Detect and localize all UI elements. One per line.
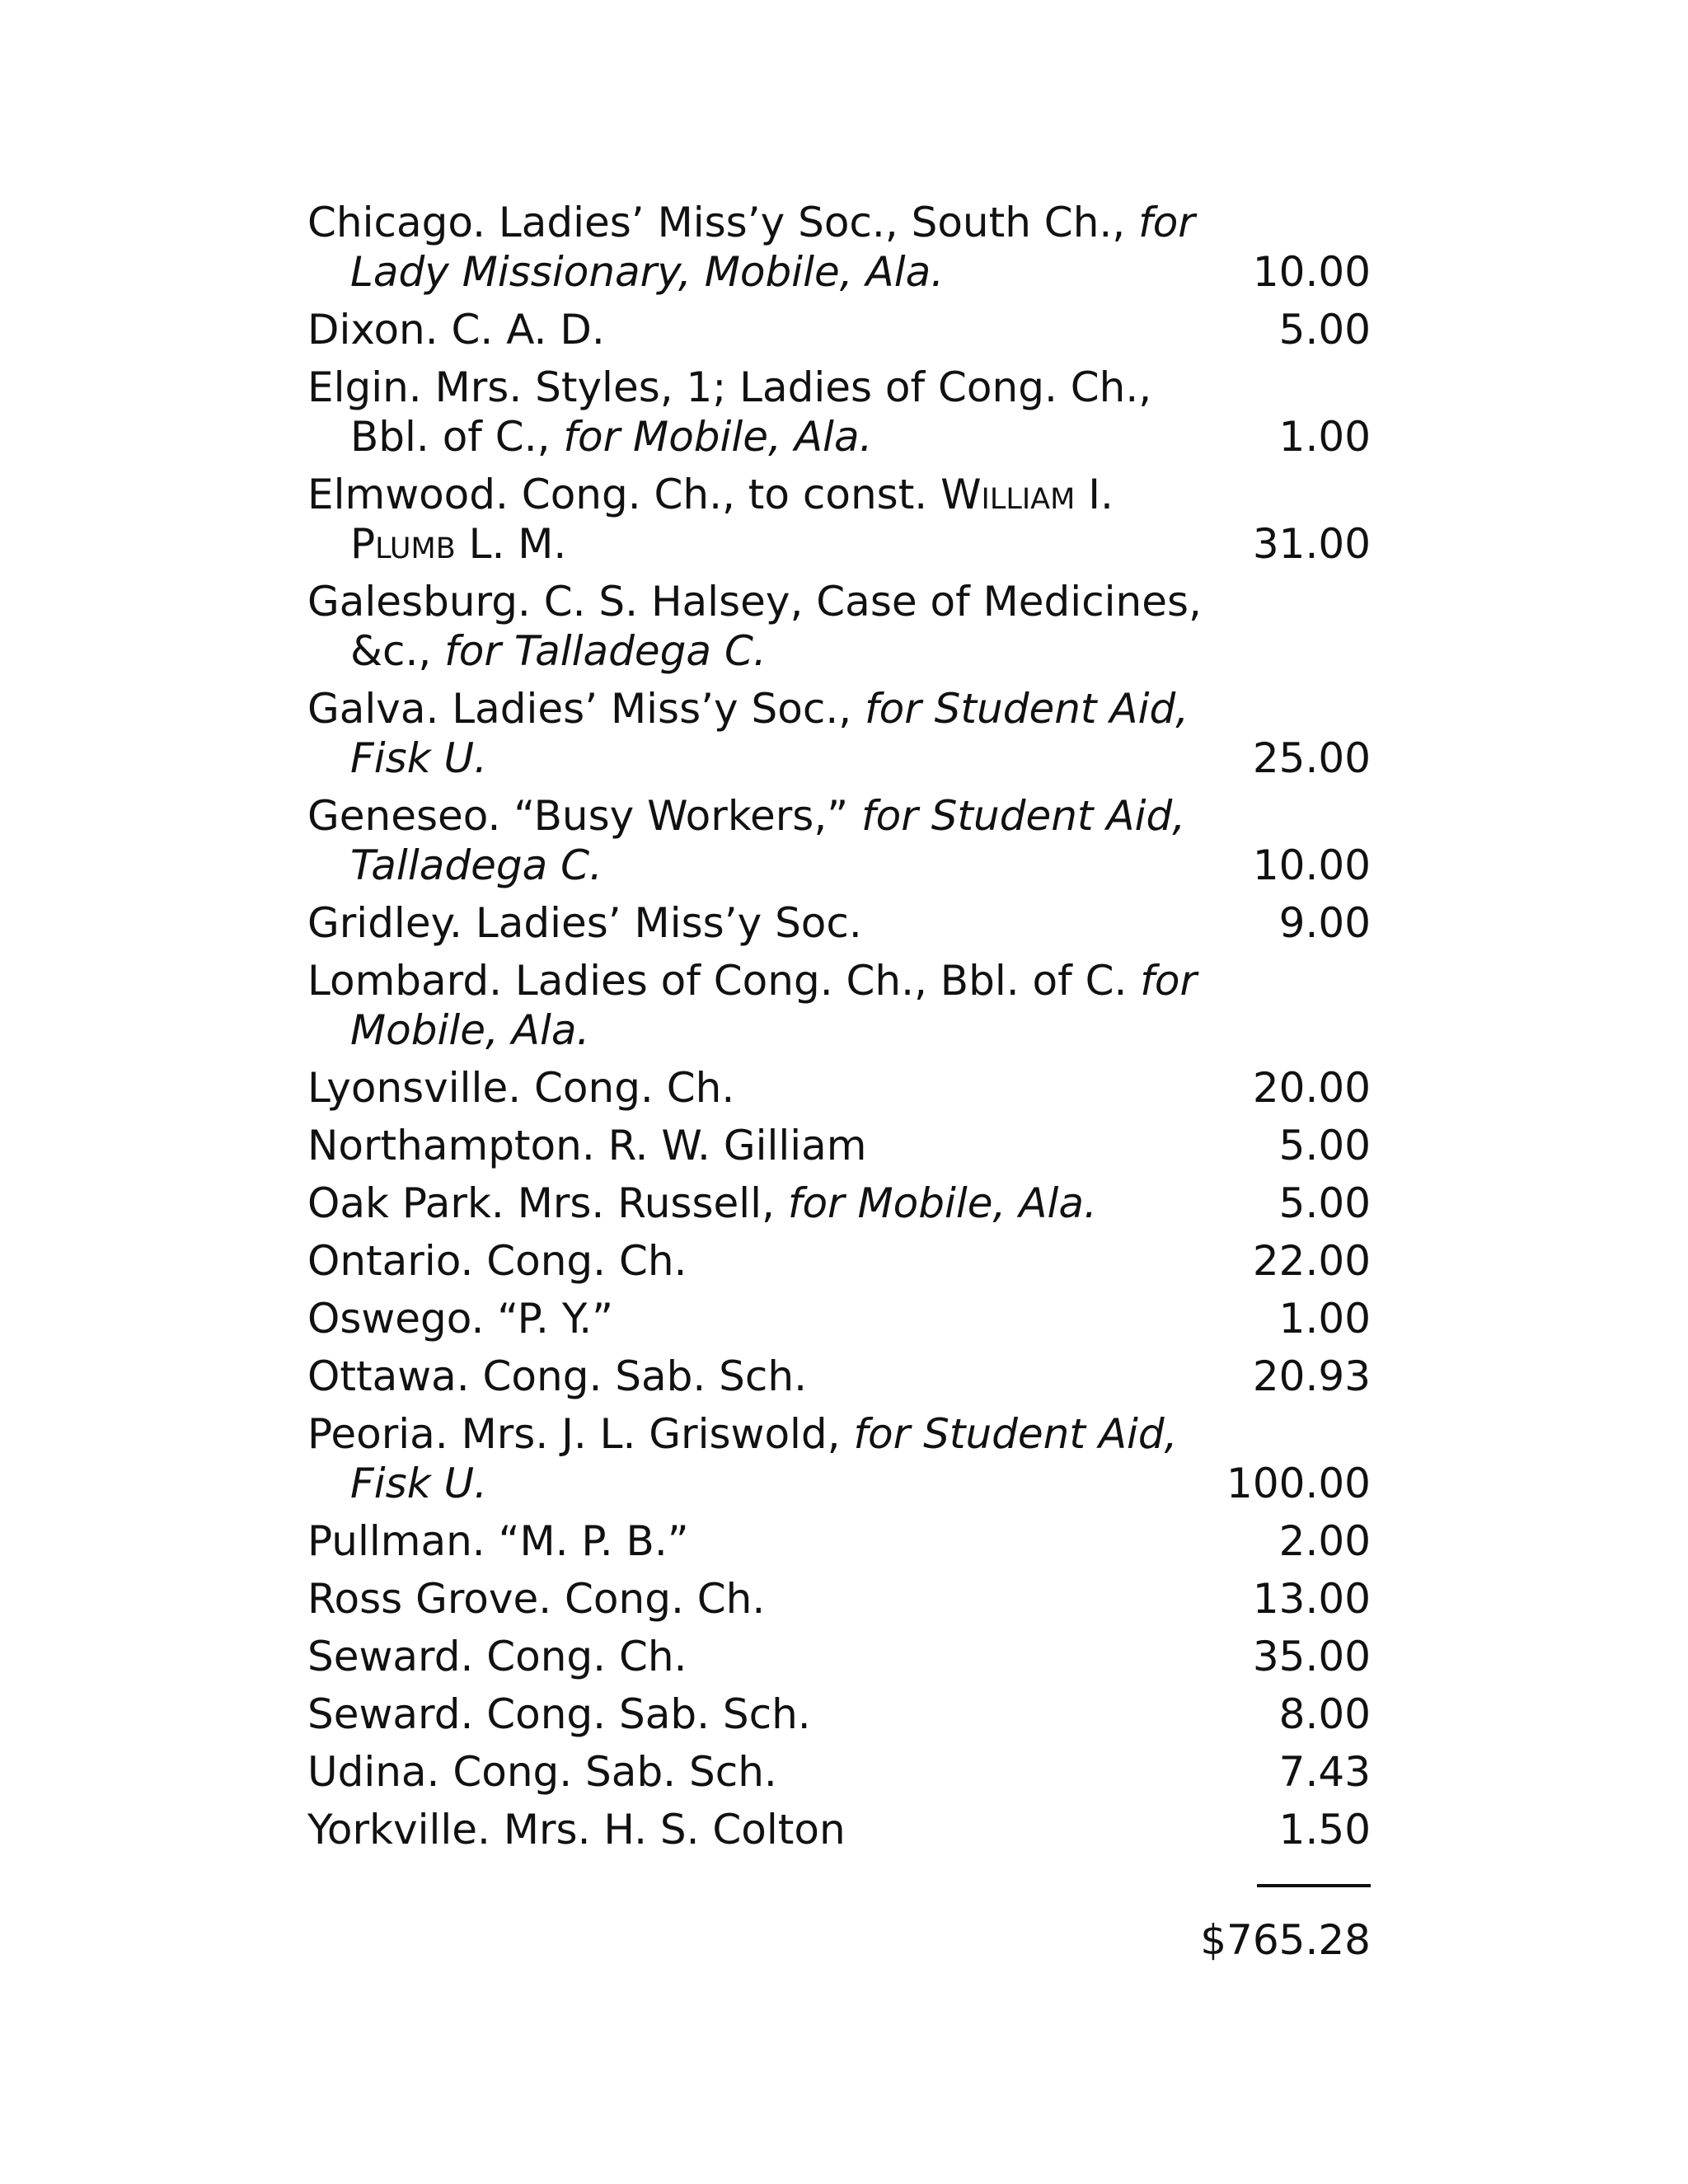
entry-text-segment: Galva. Ladies’ Miss’y Soc., xyxy=(307,685,865,733)
ledger-entry xyxy=(307,577,1371,676)
entry-text-segment: L. M. xyxy=(455,520,567,568)
entry-description xyxy=(307,1690,1206,1739)
ledger-entry xyxy=(307,791,1371,890)
ledger-entry xyxy=(307,1805,1371,1854)
entry-text-segment: Galesburg. C. S. Halsey, Case of Medicines, &c., xyxy=(307,578,1202,675)
entry-description xyxy=(307,956,1206,1055)
entry-description xyxy=(307,1236,1206,1286)
entry-text-segment: William I. Plumb xyxy=(350,471,1114,568)
entry-description xyxy=(307,363,1206,462)
entry-description xyxy=(307,1805,1206,1854)
entry-text-segment: Ontario. Cong. Ch. xyxy=(307,1237,687,1285)
entry-text-segment: for Student Aid, Talladega C. xyxy=(350,792,1186,889)
entry-description xyxy=(307,1352,1206,1401)
entry-text-segment: Elgin. Mrs. Styles, 1; Ladies of Cong. Ch., Bbl. of C., xyxy=(307,363,1152,461)
ledger-entry xyxy=(307,1409,1371,1508)
entry-amount: 7.43 xyxy=(1278,1748,1371,1796)
ledger-entry xyxy=(307,684,1371,783)
ledger-entry xyxy=(307,1063,1371,1113)
entry-text-segment: for Mobile, Ala. xyxy=(350,957,1198,1054)
entry-text-segment: for Student Aid, Fisk U. xyxy=(350,685,1189,782)
entry-text-segment: Yorkville. Mrs. H. S. Colton xyxy=(307,1806,846,1854)
entry-description xyxy=(307,577,1206,676)
contributions-ledger xyxy=(307,198,1371,1965)
entry-amount: 13.00 xyxy=(1252,1575,1371,1623)
entry-text-segment: Gridley. Ladies’ Miss’y Soc. xyxy=(307,899,862,947)
entry-amount: 1.00 xyxy=(1278,413,1371,461)
ledger-entry xyxy=(307,956,1371,1055)
entry-amount: 22.00 xyxy=(1252,1237,1371,1285)
entry-description xyxy=(307,470,1206,569)
entry-text-segment: for Mobile, Ala. xyxy=(563,413,873,461)
entry-description xyxy=(307,1294,1206,1343)
entry-amount: 5.00 xyxy=(1278,306,1371,354)
total-rule xyxy=(1257,1884,1371,1887)
entry-text-segment: Chicago. Ladies’ Miss’y Soc., South Ch., xyxy=(307,199,1139,246)
ledger-entry xyxy=(307,1747,1371,1797)
entry-description xyxy=(307,1121,1206,1170)
entry-text-segment: Seward. Cong. Sab. Sch. xyxy=(307,1690,811,1738)
entry-text-segment: Oswego. “P. Y.” xyxy=(307,1295,614,1343)
entry-description xyxy=(307,305,1206,354)
entry-amount: 20.00 xyxy=(1252,1064,1371,1112)
entry-text-segment: Seward. Cong. Ch. xyxy=(307,1633,687,1680)
entry-description xyxy=(307,898,1206,948)
entry-amount: 1.50 xyxy=(1278,1806,1371,1854)
ledger-entry xyxy=(307,1574,1371,1624)
ledger-entry xyxy=(307,1352,1371,1401)
entry-description xyxy=(307,791,1206,890)
entry-text-segment: Peoria. Mrs. J. L. Griswold, xyxy=(307,1410,854,1458)
entry-amount: 10.00 xyxy=(1252,841,1371,889)
ledger-entry xyxy=(307,1179,1371,1228)
entry-text-segment: Dixon. C. A. D. xyxy=(307,306,605,354)
entry-amount: 1.00 xyxy=(1278,1295,1371,1343)
entry-amount: 25.00 xyxy=(1252,734,1371,782)
ledger-entry xyxy=(307,1236,1371,1286)
entry-amount: 35.00 xyxy=(1252,1633,1371,1680)
entry-text-segment: for Mobile, Ala. xyxy=(787,1179,1097,1227)
entry-description xyxy=(307,1063,1206,1113)
entry-amount: 10.00 xyxy=(1252,248,1371,296)
entry-amount: 9.00 xyxy=(1278,899,1371,947)
entry-amount: 100.00 xyxy=(1226,1460,1371,1507)
entry-text-segment: Geneseo. “Busy Workers,” xyxy=(307,792,862,840)
ledger-entry xyxy=(307,305,1371,354)
ledger-entry xyxy=(307,363,1371,462)
entry-amount: 2.00 xyxy=(1278,1517,1371,1565)
entry-text-segment: Lombard. Ladies of Cong. Ch., Bbl. of C. xyxy=(307,957,1141,1005)
entry-text-segment: Ross Grove. Cong. Ch. xyxy=(307,1575,766,1623)
entry-text-segment: for Lady Missionary, Mobile, Ala. xyxy=(350,199,1195,296)
entry-amount: 5.00 xyxy=(1278,1122,1371,1169)
entry-description xyxy=(307,684,1206,783)
entry-text-segment: Lyonsville. Cong. Ch. xyxy=(307,1064,735,1112)
entry-amount: 20.93 xyxy=(1252,1352,1371,1400)
entry-text-segment: for Talladega C. xyxy=(444,627,767,675)
entry-description xyxy=(307,1747,1206,1797)
entry-amount: 31.00 xyxy=(1252,520,1371,568)
entry-text-segment: Oak Park. Mrs. Russell, xyxy=(307,1179,788,1227)
ledger-entry xyxy=(307,1516,1371,1566)
entry-amount: 8.00 xyxy=(1278,1690,1371,1738)
ledger-entry xyxy=(307,1121,1371,1170)
entry-list xyxy=(307,198,1371,1854)
entry-text-segment: Ottawa. Cong. Sab. Sch. xyxy=(307,1352,807,1400)
entry-text-segment: Northampton. R. W. Gilliam xyxy=(307,1122,867,1169)
entry-description xyxy=(307,1632,1206,1681)
ledger-entry xyxy=(307,898,1371,948)
entry-description xyxy=(307,1574,1206,1624)
total-amount: $765.28 xyxy=(1200,1916,1371,1964)
entry-amount: 5.00 xyxy=(1278,1179,1371,1227)
entry-text-segment: for Student Aid, Fisk U. xyxy=(350,1410,1178,1507)
ledger-entry xyxy=(307,198,1371,297)
ledger-entry xyxy=(307,1690,1371,1739)
ledger-entry xyxy=(307,470,1371,569)
entry-text-segment: Pullman. “M. P. B.” xyxy=(307,1517,689,1565)
ledger-entry xyxy=(307,1632,1371,1681)
entry-text-segment: Elmwood. Cong. Ch., to const. xyxy=(307,471,941,518)
entry-text-segment: Udina. Cong. Sab. Sch. xyxy=(307,1748,777,1796)
entry-description xyxy=(307,1179,1206,1228)
ledger-entry xyxy=(307,1294,1371,1343)
entry-description xyxy=(307,1409,1206,1508)
entry-description xyxy=(307,1516,1206,1566)
entry-description xyxy=(307,198,1206,297)
